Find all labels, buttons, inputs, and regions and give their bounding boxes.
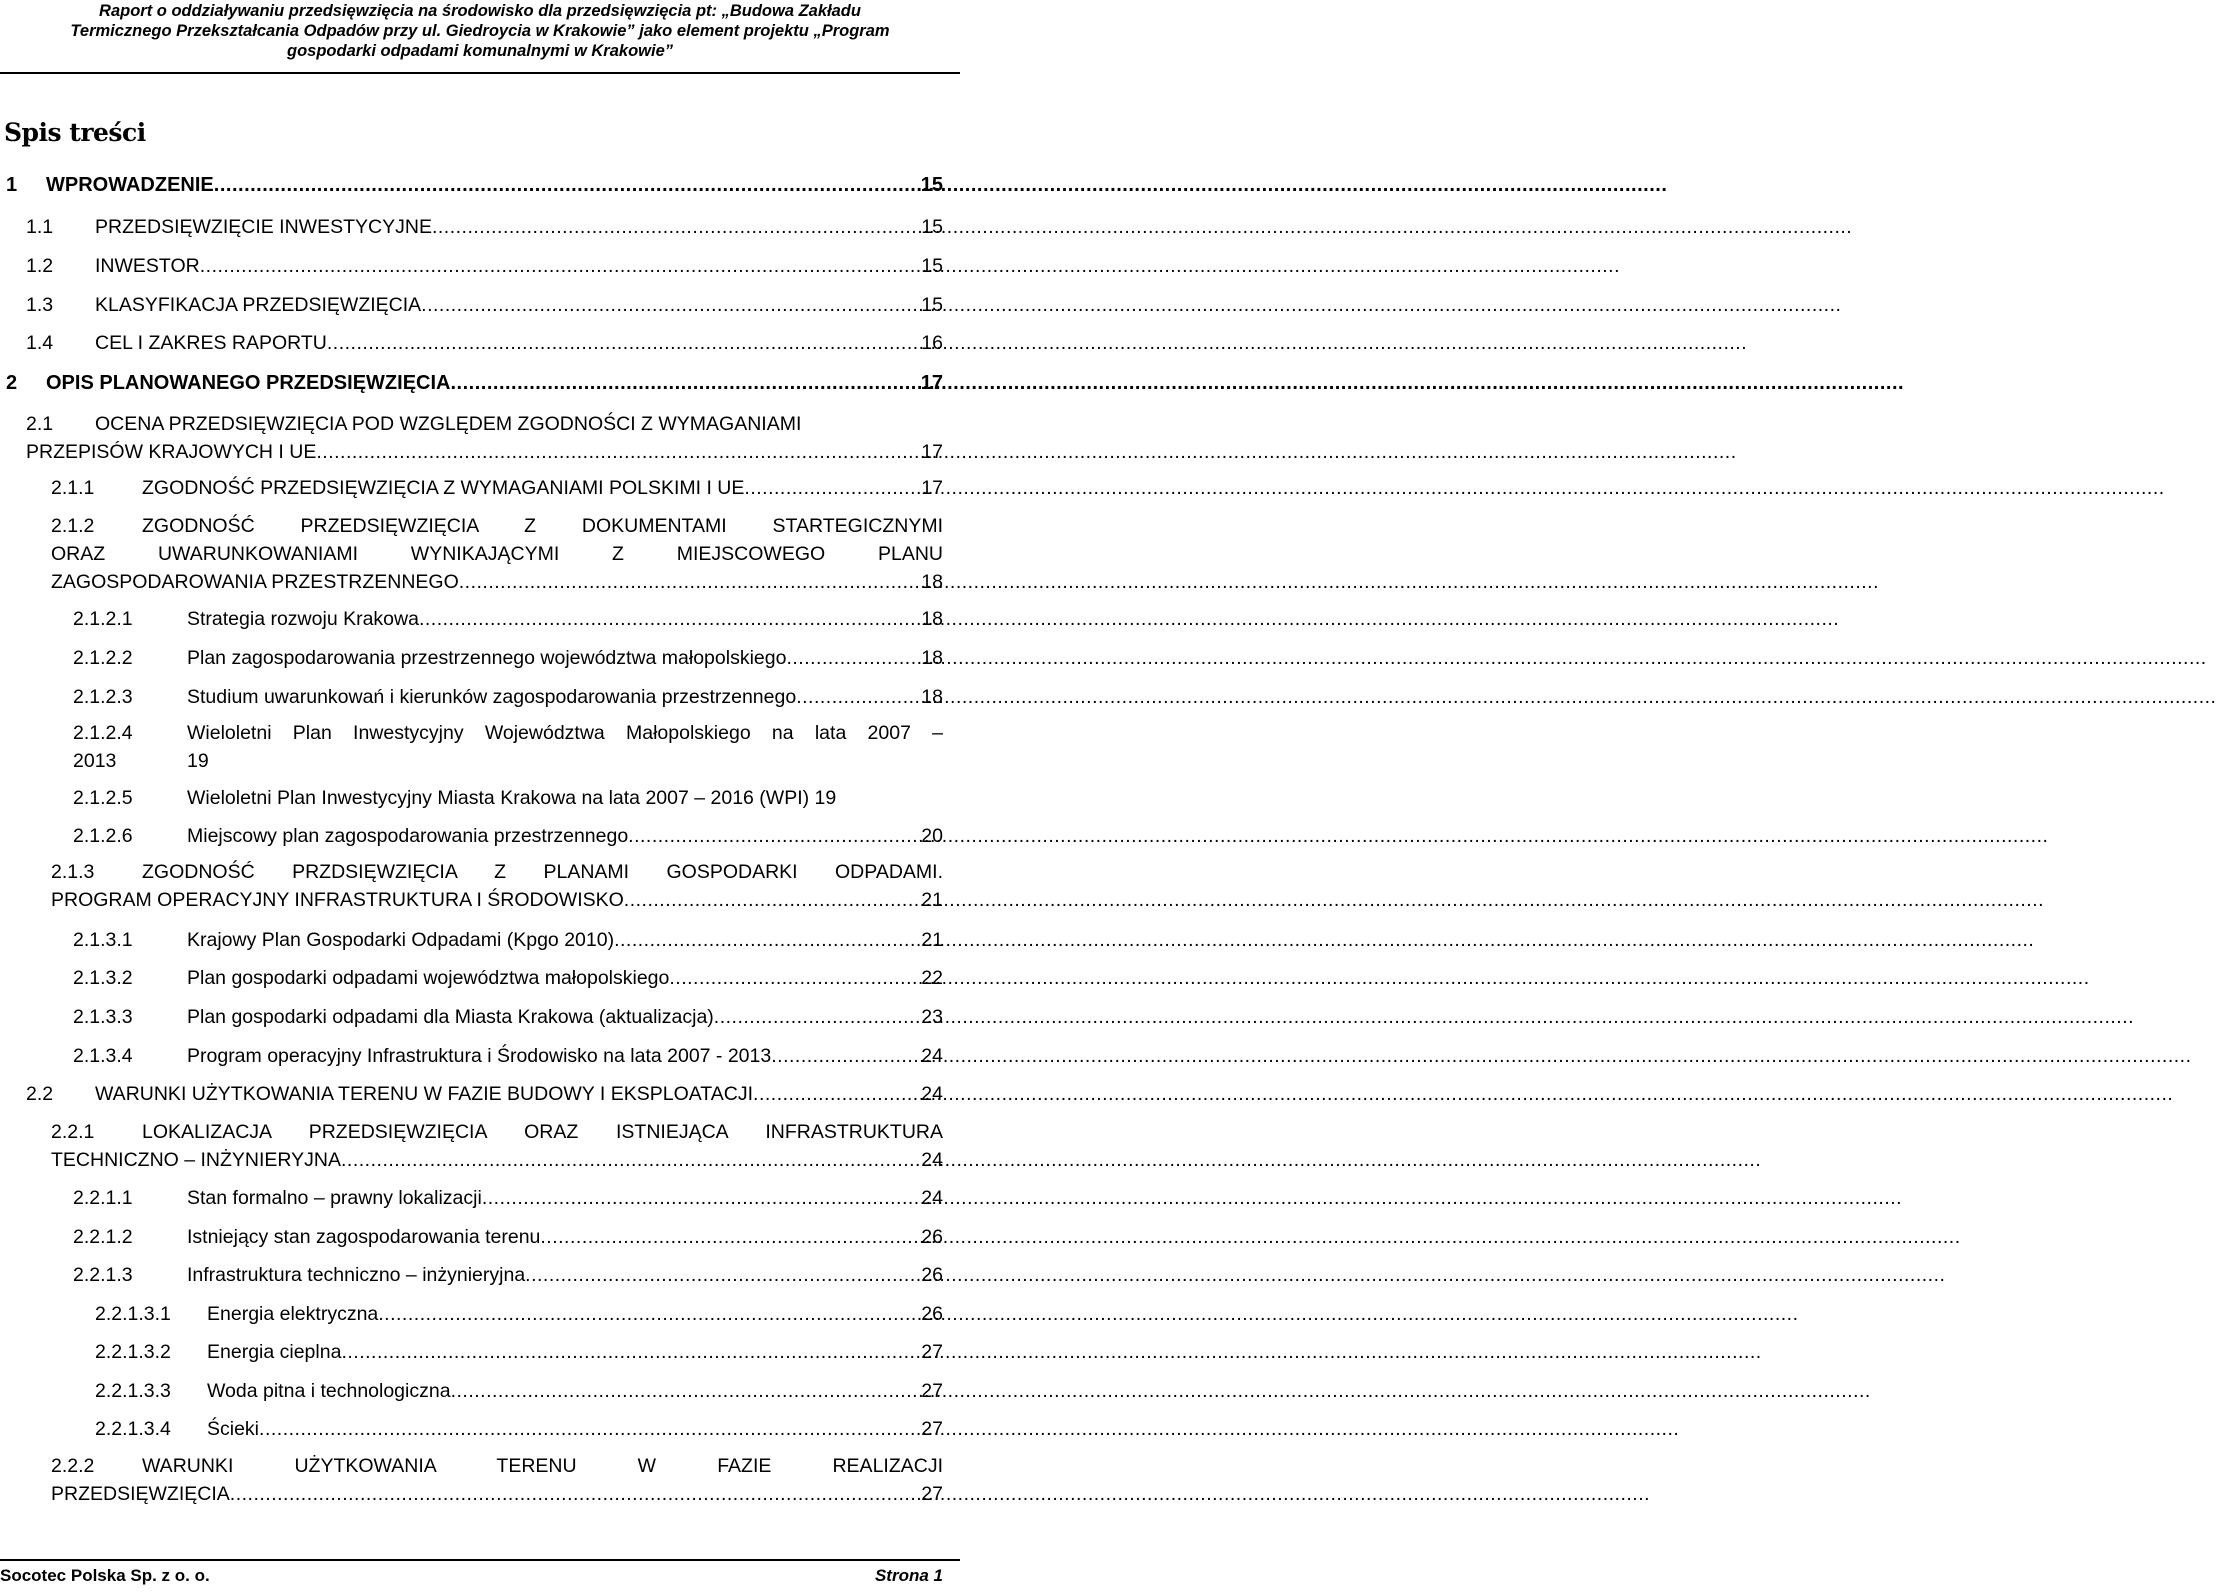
toc-entry[interactable]: [95, 1338, 943, 1366]
toc-entry-number: 2.1.3.2: [73, 967, 133, 989]
toc-entry-number: 2.1.3.1: [73, 929, 133, 951]
toc-leader-dots: [419, 605, 920, 633]
toc-entry-title-line: LOKALIZACJA PRZEDSIĘWZIĘCIA ORAZ ISTNIEJĄCA INFRASTRUKTURA: [142, 1121, 943, 1143]
header-line-1: Raport o oddziaływaniu przedsięwzięcia na środowisko dla przedsięwzięcia pt: „Budowa Zakładu: [99, 2, 861, 20]
toc-entry-page: 15: [920, 174, 943, 196]
toc-entry-page: 26: [921, 1303, 943, 1325]
toc-entry-number: 1.2: [26, 255, 54, 277]
toc-entry[interactable]: [73, 926, 943, 954]
toc-entry-number: 2.1.2.2: [73, 647, 133, 669]
toc-entry-title: Plan zagospodarowania przestrzennego województwa małopolskiego: [187, 647, 787, 669]
toc-entry-page: 24: [921, 1149, 943, 1171]
toc-leader-dots: [786, 644, 920, 672]
toc-entry-number: 2.1.2.3: [73, 686, 133, 708]
toc-entry[interactable]: [73, 1042, 943, 1070]
toc-entry-number: 2.1.2.1: [73, 608, 133, 630]
toc-leader-dots: [432, 213, 920, 241]
toc-entry-title: Woda pitna i technologiczna: [207, 1380, 451, 1402]
toc-entry-title: PRZEDSIĘWZIĘCIA: [51, 1483, 230, 1505]
toc-entry-title: PRZEDSIĘWZIĘCIE INWESTYCYJNE: [95, 216, 432, 238]
toc-entry-page: 16: [921, 332, 943, 354]
toc-leader-dots: [628, 822, 920, 850]
toc-entry[interactable]: [6, 369, 943, 397]
toc-leader-dots: [744, 474, 920, 502]
toc-leader-dots: [753, 1080, 920, 1108]
toc-entry-title: Studium uwarunkowań i kierunków zagospodarowania przestrzennego: [187, 686, 797, 708]
toc-entry[interactable]: [73, 784, 943, 812]
toc-leader-dots: [230, 1480, 921, 1508]
toc-entry[interactable]: [51, 474, 943, 502]
toc-leader-dots: [796, 683, 920, 711]
toc-entry-title-line: ZGODNOŚĆ PRZEDSIĘWZIĘCIA Z DOKUMENTAMI STARTEGICZNYMI: [142, 515, 943, 537]
toc-entry-page: 18: [921, 571, 943, 593]
toc-entry-title: OPIS PLANOWANEGO PRZEDSIĘWZIĘCIA: [46, 372, 451, 394]
toc-entry-title: Wieloletni Plan Inwestycyjny Miasta Krakowa na lata 2007 – 2016 (WPI) 19: [187, 787, 837, 809]
toc-entry-page: 17: [920, 372, 943, 394]
toc-entry-title: Program operacyjny Infrastruktura i Środowisko na lata 2007 - 2013: [187, 1045, 772, 1067]
toc-entry-number: 1.1: [26, 216, 54, 238]
toc-entry[interactable]: [95, 1415, 943, 1443]
toc-entry-page: 27: [921, 1380, 943, 1402]
toc-entry-number: 2.2.1.3.2: [95, 1341, 171, 1363]
toc-entry[interactable]: [73, 644, 943, 672]
toc-entry-number: 2013: [73, 750, 117, 772]
toc-leader-dots: [421, 291, 920, 319]
toc-entry-page: 17: [921, 477, 943, 499]
toc-entry-page: 22: [921, 967, 943, 989]
toc-entry[interactable]: [73, 1184, 943, 1212]
toc-leader-dots: [378, 1300, 920, 1328]
toc-leader-dots: [482, 1184, 920, 1212]
toc-entry-page: 27: [921, 1418, 943, 1440]
toc-entry[interactable]: [73, 1223, 943, 1251]
toc-entry-page: 17: [921, 441, 943, 463]
toc-entry-number: 2.2.1.3.1: [95, 1303, 171, 1325]
toc-entry[interactable]: [73, 1003, 943, 1031]
toc-entry-title-line: ZGODNOŚĆ PRZDSIĘWZIĘCIA Z PLANAMI GOSPODARKI ODPADAMI.: [142, 861, 943, 883]
toc-entry[interactable]: [73, 822, 943, 850]
toc-entry-number: 2.1.1: [51, 477, 95, 499]
toc-entry-number: 2.1.2.6: [73, 825, 133, 847]
toc-entry-page: 21: [921, 929, 943, 951]
toc-leader-dots: [341, 1338, 920, 1366]
toc-entry[interactable]: [26, 410, 943, 466]
toc-leader-dots: [669, 964, 920, 992]
toc-entry[interactable]: [51, 858, 943, 914]
toc-entry-title: Energia elektryczna: [207, 1303, 379, 1325]
toc-entry-page: 26: [921, 1264, 943, 1286]
toc-leader-dots: [341, 1146, 920, 1174]
toc-entry-number: 2.2.1.3.3: [95, 1380, 171, 1402]
toc-leader-dots: [624, 886, 921, 914]
toc-entry[interactable]: [26, 291, 943, 319]
toc-entry-number: 2.2: [26, 1083, 54, 1105]
toc-entry-number: 2: [6, 372, 18, 394]
toc-entry-page: 18: [921, 686, 943, 708]
toc-entry-title: PROGRAM OPERACYJNY INFRASTRUKTURA I ŚRODOWISKO: [51, 889, 624, 911]
toc-entry-title-line: Wieloletni Plan Inwestycyjny Województwa Małopolskiego na lata 2007 –: [187, 722, 943, 744]
toc-entry-title: Plan gospodarki odpadami dla Miasta Krakowa (aktualizacja): [187, 1006, 714, 1028]
toc-entry-number: 2.1.3: [51, 861, 95, 883]
toc-leader-dots: [614, 926, 920, 954]
toc-entry-number: 1.4: [26, 332, 54, 354]
header-line-2: Termicznego Przekształcania Odpadów przy ul. Giedroycia w Krakowie” jako element projektu „Program: [70, 22, 890, 40]
page-header: [0, 0, 960, 74]
toc-entry-title: CEL I ZAKRES RAPORTU: [95, 332, 327, 354]
toc-leader-dots: [714, 1003, 921, 1031]
toc-entry-page: 24: [921, 1187, 943, 1209]
toc-leader-dots: [327, 329, 920, 357]
toc-leader-dots: [214, 171, 920, 199]
toc-entry-page: 15: [921, 216, 943, 238]
toc-entry[interactable]: [73, 1261, 943, 1289]
toc-entry[interactable]: [51, 1118, 943, 1174]
toc-leader-dots: [459, 568, 921, 596]
toc-entry-page: 27: [921, 1483, 943, 1505]
toc-entry-page: 24: [921, 1045, 943, 1067]
toc-leader-dots: [540, 1223, 920, 1251]
toc-entry[interactable]: [95, 1300, 943, 1328]
footer-divider: [0, 1559, 960, 1561]
toc-entry-title-line: WARUNKI UŻYTKOWANIA TERENU W FAZIE REALIZACJI: [142, 1455, 943, 1477]
toc-entry-page: 18: [921, 647, 943, 669]
toc-leader-dots: [771, 1042, 920, 1070]
toc-title: Spis treści: [4, 118, 146, 147]
toc-entry-title: Plan gospodarki odpadami województwa małopolskiego: [187, 967, 670, 989]
toc-entry[interactable]: [73, 683, 943, 711]
toc-entry-number: 2.1.2.4: [73, 722, 133, 744]
toc-entry-title: PRZEPISÓW KRAJOWYCH I UE: [26, 441, 317, 463]
toc-entry[interactable]: [73, 964, 943, 992]
toc-entry-title: WARUNKI UŻYTKOWANIA TERENU W FAZIE BUDOWY I EKSPLOATACJI: [95, 1083, 754, 1105]
toc-entry[interactable]: [26, 213, 943, 241]
toc-leader-dots: [450, 369, 919, 397]
toc-entry-page: 21: [921, 889, 943, 911]
toc-entry-number: 2.2.1: [51, 1121, 95, 1143]
toc-leader-dots: [451, 1377, 921, 1405]
toc-entry-title: Stan formalno – prawny lokalizacji: [187, 1187, 482, 1209]
toc-entry-page: 23: [921, 1006, 943, 1028]
toc-entry-number: 2.2.1.1: [73, 1187, 133, 1209]
toc-entry-title: Strategia rozwoju Krakowa: [187, 608, 419, 630]
footer-company: Socotec Polska Sp. z o. o.: [0, 1566, 210, 1585]
toc-entry-page: 15: [921, 294, 943, 316]
toc-entry[interactable]: [26, 1080, 943, 1108]
toc-entry-page: 27: [921, 1341, 943, 1363]
toc-entry-number: 2.1.2: [51, 515, 95, 537]
toc-entry[interactable]: [95, 1377, 943, 1405]
toc-leader-dots: [316, 438, 920, 466]
toc-entry-title-line: ORAZ UWARUNKOWANIAMI WYNIKAJĄCYMI Z MIEJSCOWEGO PLANU: [51, 543, 943, 565]
toc-entry-page: 24: [921, 1083, 943, 1105]
toc-entry[interactable]: [51, 512, 943, 596]
toc-leader-dots: [259, 1415, 920, 1443]
toc-entry-number: 2.2.2: [51, 1455, 95, 1477]
toc-entry-title: ZAGOSPODAROWANIA PRZESTRZENNEGO: [51, 571, 459, 593]
toc-entry-title: Krajowy Plan Gospodarki Odpadami (Kpgo 2010): [187, 929, 615, 951]
toc-entry-number: 2.1.3.3: [73, 1006, 133, 1028]
toc-entry-title: ZGODNOŚĆ PRZEDSIĘWZIĘCIA Z WYMAGANIAMI POLSKIMI I UE: [142, 477, 745, 499]
toc-entry-title: Infrastruktura techniczno – inżynieryjna: [187, 1264, 526, 1286]
toc-entry-title: KLASYFIKACJA PRZEDSIĘWZIĘCIA: [95, 294, 422, 316]
toc-entry[interactable]: [51, 1452, 943, 1508]
toc-entry[interactable]: [6, 171, 943, 199]
toc-entry-page: 26: [921, 1226, 943, 1248]
toc-entry-title: INWESTOR: [95, 255, 200, 277]
toc-entry-number: 2.1.3.4: [73, 1045, 133, 1067]
toc-entry-title: Energia cieplna: [207, 1341, 342, 1363]
toc-entry-page: 18: [921, 608, 943, 630]
toc-entry-title: Ścieki: [207, 1418, 260, 1440]
toc-entry-number: 2.2.1.3: [73, 1264, 133, 1286]
toc-entry-number: 1: [6, 174, 18, 196]
toc-entry-number: 2.2.1.3.4: [95, 1418, 171, 1440]
toc-entry-title: TECHNICZNO – INŻYNIERYJNA: [51, 1149, 342, 1171]
toc-entry-page: 20: [921, 825, 943, 847]
toc-entry[interactable]: [73, 719, 943, 775]
toc-entry[interactable]: [26, 252, 943, 280]
footer-page-number: Strona 1: [874, 1566, 943, 1585]
toc-entry[interactable]: [73, 605, 943, 633]
toc-entry-number: 2.2.1.2: [73, 1226, 133, 1248]
toc-entry-number: 1.3: [26, 294, 54, 316]
header-line-3: gospodarki odpadami komunalnymi w Krakowie”: [287, 42, 673, 60]
toc-entry[interactable]: [26, 329, 943, 357]
toc-entry-title: Miejscowy plan zagospodarowania przestrzennego: [187, 825, 629, 847]
toc-entry-title-line: OCENA PRZEDSIĘWZIĘCIA POD WZGLĘDEM ZGODNOŚCI Z WYMAGANIAMI: [95, 413, 802, 435]
toc-entry-page: 15: [921, 255, 943, 277]
toc-leader-dots: [200, 252, 921, 280]
toc-entry-number: 2.1.2.5: [73, 787, 133, 809]
toc-entry-number: 2.1: [26, 413, 54, 435]
toc-entry-title: 19: [187, 750, 209, 772]
toc-entry-title: WPROWADZENIE: [46, 174, 214, 196]
toc-entry-title: Istniejący stan zagospodarowania terenu: [187, 1226, 541, 1248]
toc-leader-dots: [525, 1261, 920, 1289]
